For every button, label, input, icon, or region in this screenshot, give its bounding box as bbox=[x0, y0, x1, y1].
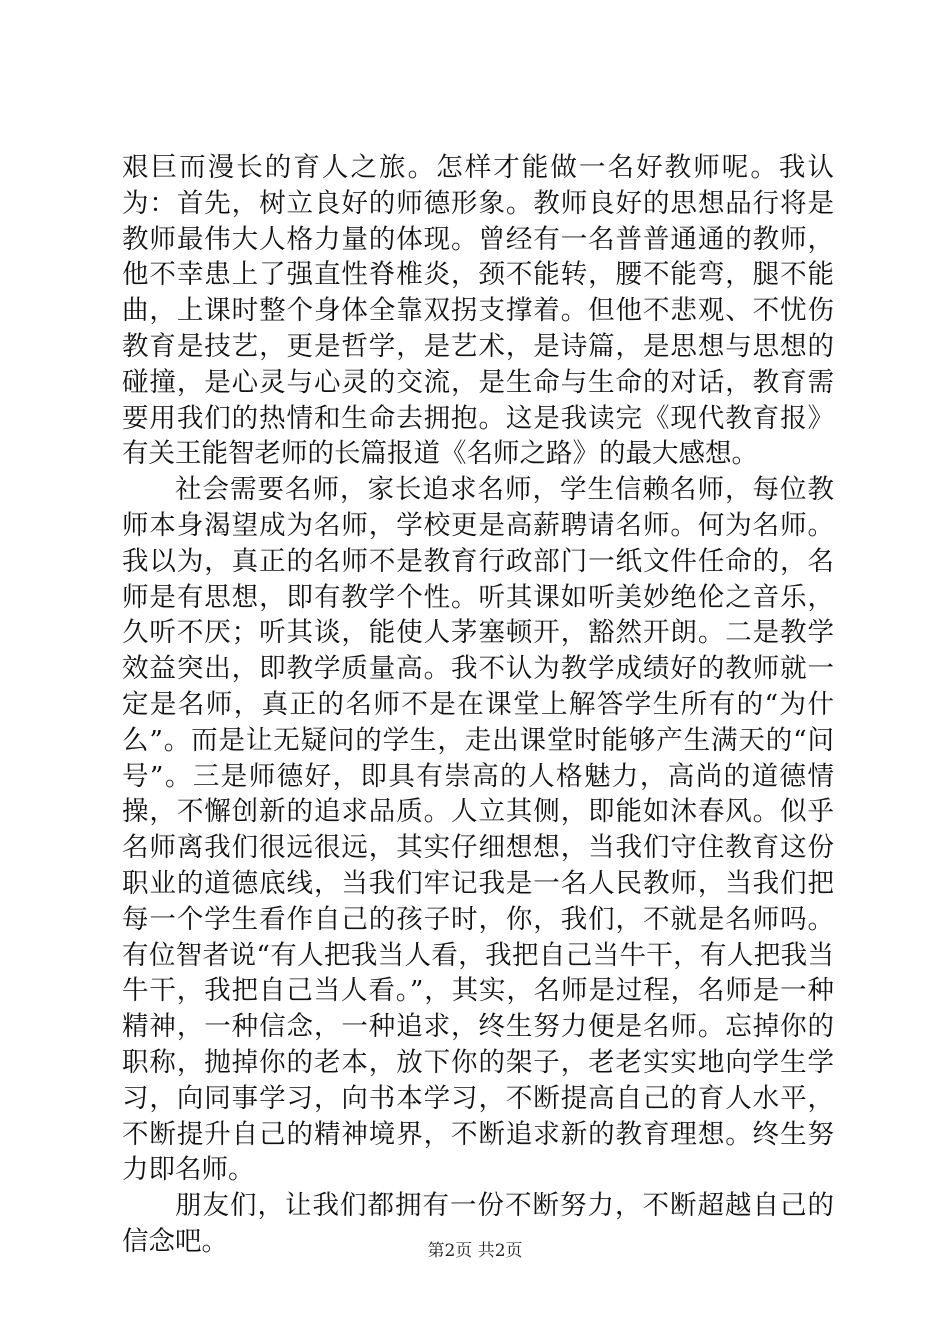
paragraph-2: 社会需要名师，家长追求名师，学生信赖名师，每位教师本身渴望成为名师，学校更是高薪聘请名师。何为名师。我以为，真正的名师不是教育行政部门一纸文件任命的，名师是有思想，即有教学个性。听其课如听美妙绝伦之音乐，久听不厌；听其谈，能使人茅塞顿开，豁然开朗。二是教学效益突出，即教学质量高。我不认为教学成绩好的教师就一定是名师，真正的名师不是在课堂上解答学生所有的“为什么”。而是让无疑问的学生，走出课堂时能够产生满天的“问号”。三是师德好，即具有崇高的人格魅力，高尚的道德情操，不懈创新的追求品质。人立其侧，即能如沐春风。似乎名师离我们很远很远，其实仔细想想，当我们守住教育这份职业的道德底线，当我们牢记我是一名人民教师，当我们把每一个学生看作自己的孩子时，你，我们，不就是名师吗。有位智者说“有人把我当人看，我把自己当牛干，有人把我当牛干，我把自己当人看。”，其实，名师是过程，名师是一种精神，一种信念，一种追求，终生努力便是名师。忘掉你的职称，抛掉你的老本，放下你的架子，老老实实地向学生学习，向同事学习，向书本学习，不断提高自己的育人水平，不断提升自己的精神境界，不断追求新的教育理想。终生努力即名师。 bbox=[122, 474, 834, 1186]
paragraph-1: 艰巨而漫长的育人之旅。怎样才能做一名好教师呢。我认为：首先，树立良好的师德形象。教师良好的思想品行将是教师最伟大人格力量的体现。曾经有一名普普通通的教师，他不幸患上了强直性脊椎炎，颈不能转，腰不能弯，腿不能曲，上课时整个身体全靠双拐支撑着。但他不悲观、不忧伤教育是技艺，更是哲学，是艺术，是诗篇，是思想与思想的碰撞，是心灵与心灵的交流，是生命与生命的对话，教育需要用我们的热情和生命去拥抱。这是我读完《现代教育报》有关王能智老师的长篇报道《名师之路》的最大感想。 bbox=[122, 152, 834, 470]
page-number-footer: 第2页 共2页 bbox=[427, 1241, 523, 1261]
paragraph-3: 朋友们，让我们都拥有一份不断努力，不断超越自己的信念吧。 bbox=[122, 1190, 834, 1257]
document-body bbox=[122, 150, 834, 1260]
